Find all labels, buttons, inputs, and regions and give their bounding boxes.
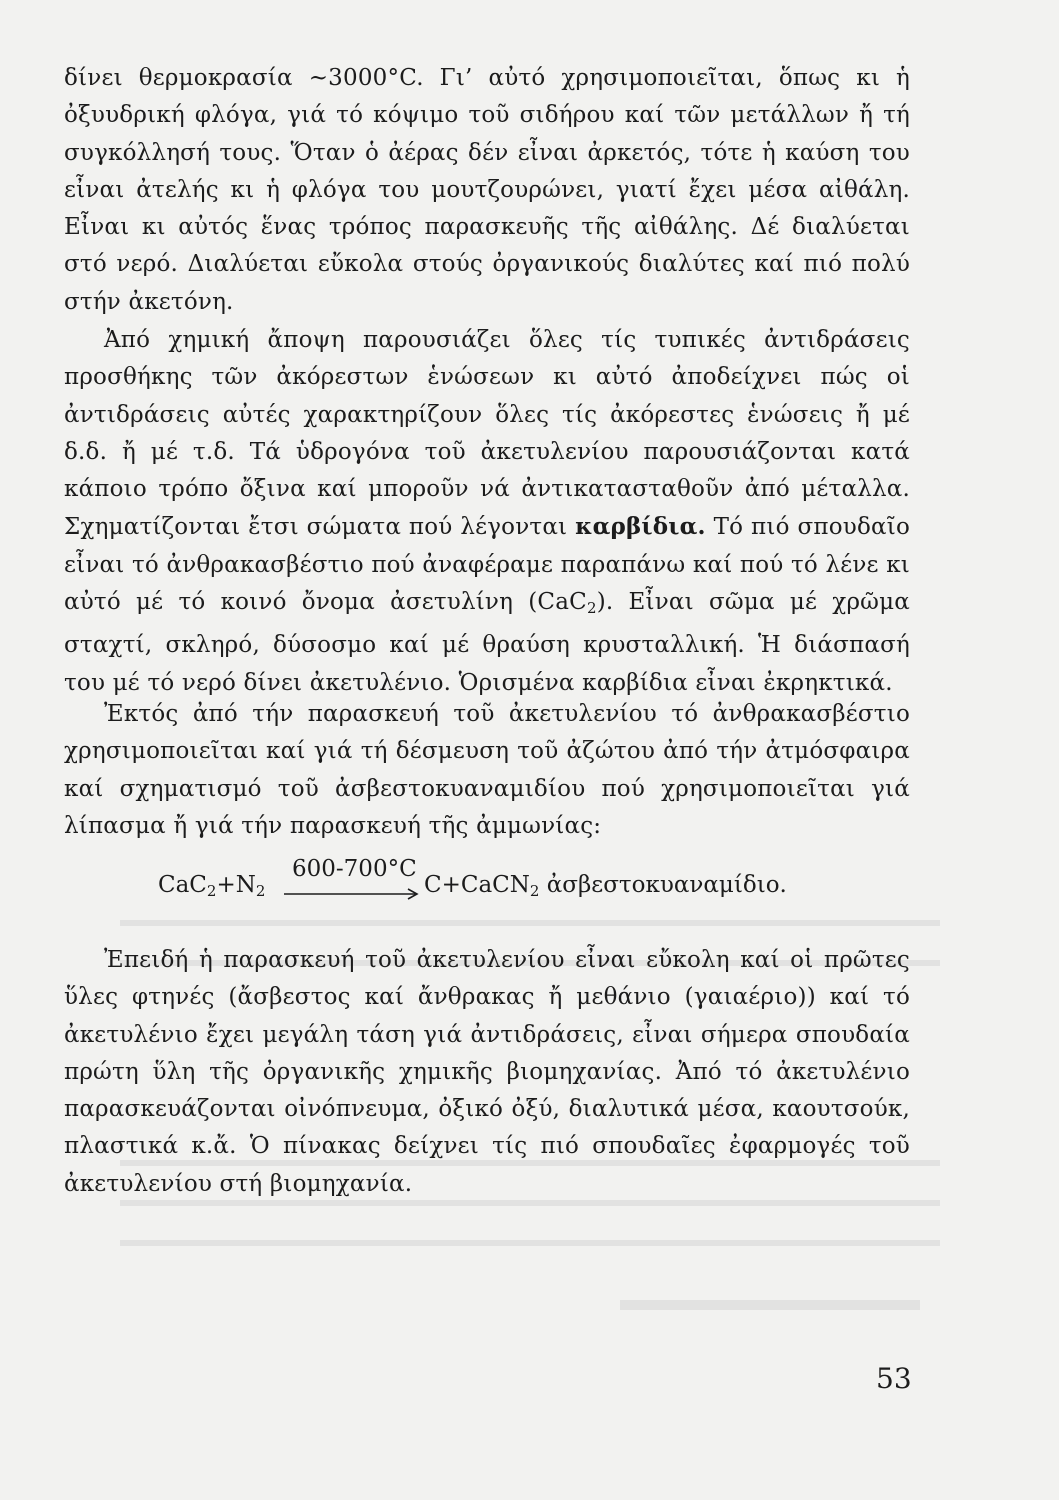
reaction-condition: 600-700°C — [292, 856, 417, 882]
paragraph-2-text-c: ). Εἶναι σῶμα μέ χρῶμα σταχτί, σκληρό, δύσοσμο καί μέ θραύση κρυσταλλική. Ἡ διάσπασή του μέ τό νερό δίνει ἀκετυλένιο. Ὁρισμένα καρβίδια εἶναι ἐκρηκτικά. — [64, 589, 910, 696]
product-name: ἀσβεστοκυαναμίδιο. — [539, 872, 787, 898]
product-1-sub: 2 — [529, 882, 540, 900]
paragraph-3: Ἐκτός ἀπό τήν παρασκευή τοῦ ἀκετυλενίου τό ἀνθρακασβέστιο χρησιμοποιεῖται καί γιά τή δέσμευση τοῦ ἀζώτου ἀπό τήν ἀτμόσφαιρα καί σχηματισμό τοῦ ἀσβεστοκυαναμιδίου πού χρησιμοποιεῖται γιά λίπασμα ἤ γιά τήν παρασκευή τῆς ἀμμωνίας: — [64, 701, 910, 839]
reactant-2: +N — [216, 872, 256, 898]
reactant-1-sub: 2 — [206, 882, 217, 900]
paragraph-2-text-a: Ἀπό χημική ἄποψη παρουσιάζει ὅλες τίς τυπικές ἀντιδράσεις προσθήκης τῶν ἀκόρεστων ἑνώσεων κι αὐτό ἀποδείχνει πώς οἱ ἀντιδράσεις αὐτές χαρακτηρίζουν ὅλες τίς ἀκόρεστες ἑνώσεις ἤ μέ δ.δ. ἤ μέ τ.δ. Τά ὑδρογόνα τοῦ ἀκετυλενίου παρουσιάζονται κατά κάποιο τρόπο ὄξινα καί μποροῦν νά ἀντικατασταθοῦν ἀπό μέταλλα. Σχηματίζονται ἔτσι σώματα πού λέγονται — [64, 327, 910, 541]
paragraph-1: δίνει θερμοκρασία ~3000°C. Γι’ αὐτό χρησιμοποιεῖται, ὅπως κι ἡ ὀξυυδρική φλόγα, γιά τό κόψιμο τοῦ σιδήρου καί τῶν μετάλλων ἤ τή συγκόλλησή τους. Ὅταν ὁ ἀέρας δέν εἶναι ἀρκετός, τότε ἡ καύση του εἶναι ἀτελής κι ἡ φλόγα του μουτζουρώνει, γιατί ἔχει μέσα αἰθάλη. Εἶναι κι αὐτός ἕνας τρόπος παρασκευῆς τῆς αἰθάλης. Δέ διαλύεται στό νερό. Διαλύεται εὔκολα στούς ὀργανικούς διαλύτες καί πιό πολύ στήν ἀκετόνη. — [64, 65, 910, 315]
paragraph-4: Ἐπειδή ἡ παρασκευή τοῦ ἀκετυλενίου εἶναι εὔκολη καί οἱ πρῶτες ὕλες φτηνές (ἄσβεστος καί ἄνθρακας ἤ μεθάνιο (γαιαέριο)) καί τό ἀκετυλένιο ἔχει μεγάλη τάση γιά ἀντιδράσεις, εἶναι σήμερα σπουδαία πρώτη ὕλη τῆς ὀργανικῆς χημικῆς βιομηχανίας. Ἀπό τό ἀκετυλένιο παρασκευάζονται οἰνόπνευμα, ὀξικό ὀξύ, διαλυτικά μέσα, καουτσούκ, πλαστικά κ.ἄ. Ὁ πίνακας δείχνει τίς πιό σπουδαῖες ἐφαρμογές τοῦ ἀκετυλενίου στή βιομηχανία. — [64, 947, 910, 1197]
paragraph-2-text-b: Τό πιό σπουδαῖο εἶναι τό ἀνθρακασβέστιο πού ἀναφέραμε παραπάνω καί πού τό λένε κι αὐτό μέ τό κοινό ὄνομα ἀσετυλίνη (CaC — [64, 514, 910, 616]
equation-products — [424, 872, 787, 900]
paragraph-industry — [64, 942, 910, 1203]
paragraph-2-subscript: 2 — [586, 599, 597, 618]
reactant-2-sub: 2 — [255, 882, 266, 900]
paragraph-continued — [64, 60, 910, 321]
paragraph-2 — [64, 322, 910, 702]
page-number: 53 — [876, 1362, 912, 1395]
arrow-icon — [282, 886, 422, 902]
chemical-equation — [158, 858, 858, 928]
reactant-1: CaC — [158, 872, 207, 898]
equation-reactants — [158, 872, 265, 900]
paragraph-uses — [64, 696, 910, 845]
term-carbides: καρβίδια. — [575, 513, 706, 541]
reaction-arrow — [282, 858, 432, 918]
product-1: C+CaCN — [424, 872, 530, 898]
paragraph-chemistry — [64, 322, 910, 702]
